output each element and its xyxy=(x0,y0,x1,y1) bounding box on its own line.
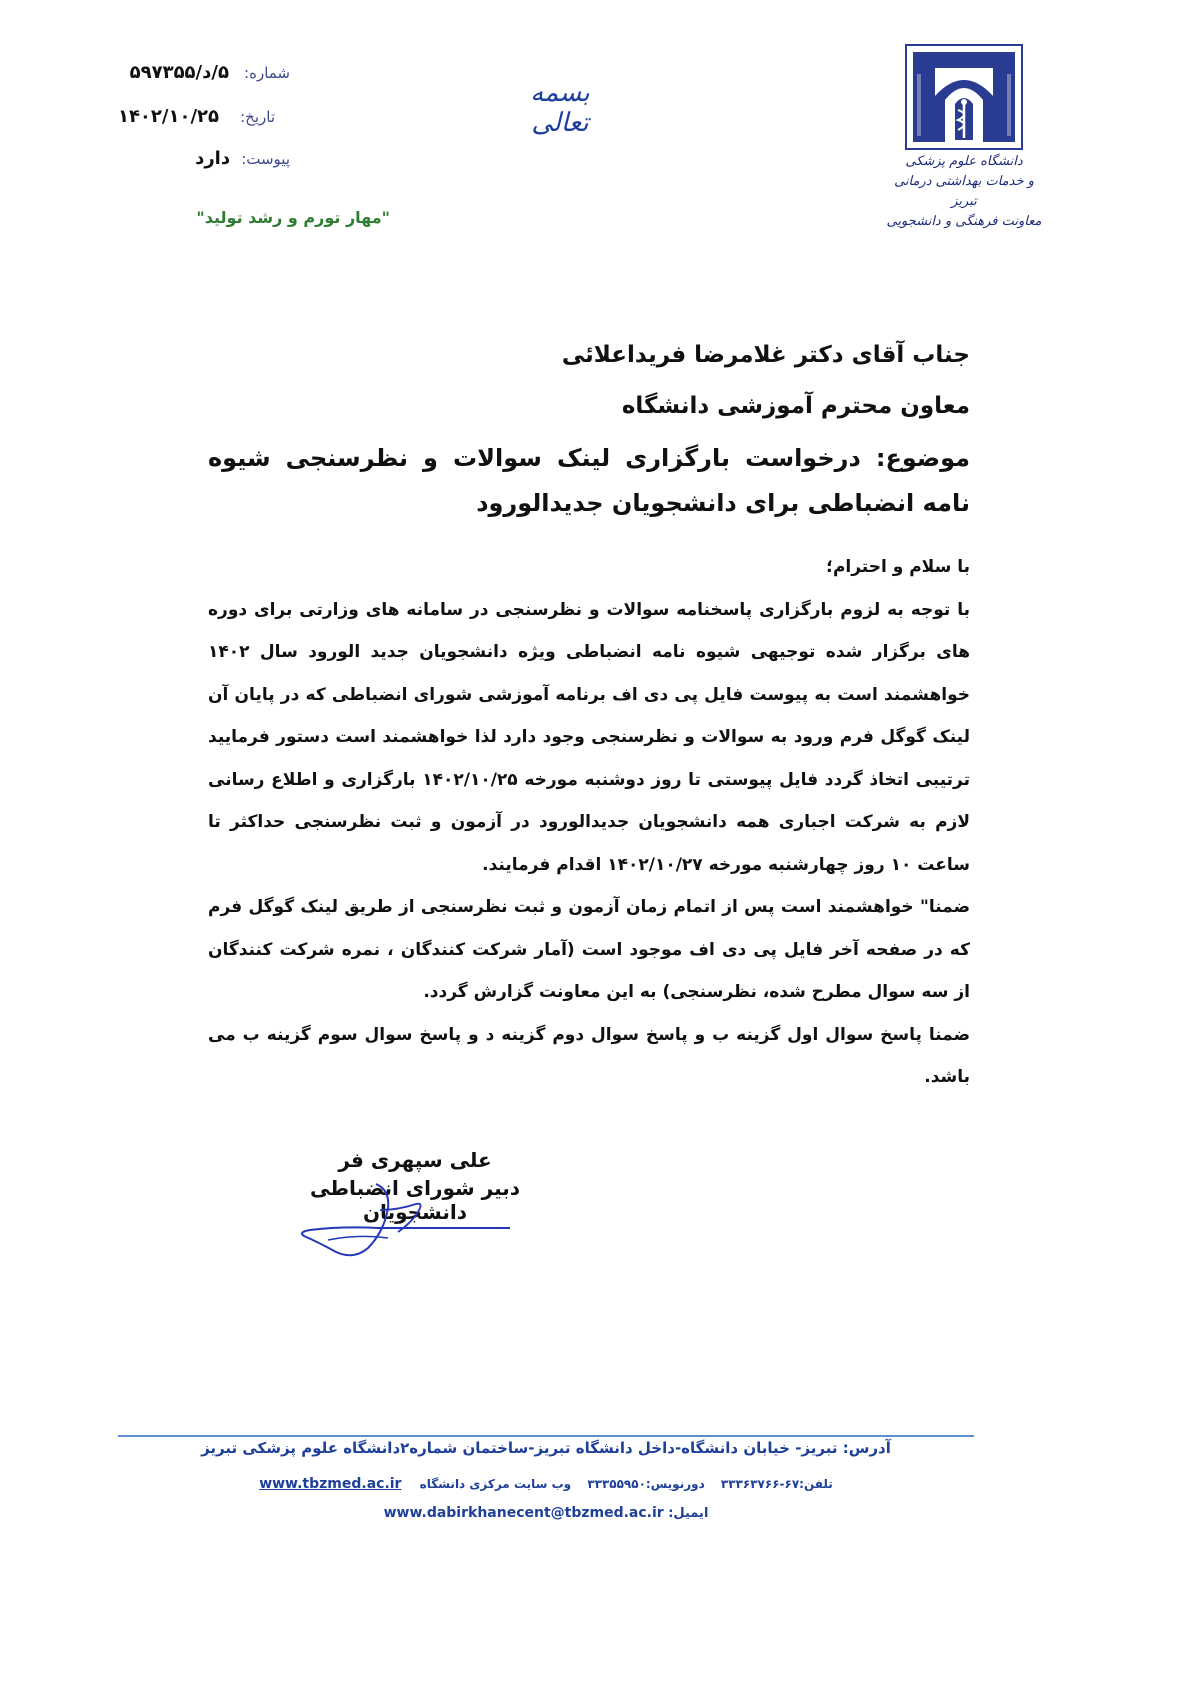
letter-attachment xyxy=(195,148,290,169)
letter-subject: موضوع: درخواست بارگزاری لینک سوالات و نظرسنجی شیوه نامه انضباطی برای دانشجویان جدیدالورود xyxy=(208,444,970,517)
attachment-label: پیوست: xyxy=(241,150,290,168)
number-label: شماره: xyxy=(244,64,290,82)
footer-contact xyxy=(118,1476,974,1492)
body-paragraph-2: ضمنا" خواهشمند است پس از اتمام زمان آزمون و ثبت نظرسنجی از طریق لینک گوگل فرم که در صفحه آخر فایل پی دی اف موجود است (آمار شرکت کنندگان ، نمره شرکت کنندگان از سه سوال مطرح شده، نظرسنجی) به این معاونت گزارش گردد. xyxy=(208,897,970,1002)
attachment-value: دارد xyxy=(195,148,231,169)
body-paragraph-3: ضمنا پاسخ سوال اول گزینه ب و پاسخ سوال دوم گزینه د و پاسخ سوال سوم گزینه ب می باشد. xyxy=(208,1024,970,1087)
website-label: وب سایت مرکزی دانشگاه xyxy=(419,1477,572,1491)
logo-caption-line: و خدمات بهداشتی درمانی تبریز xyxy=(894,174,1034,209)
recipient-name: جناب آقای دکتر غلامرضا فریداعلائی xyxy=(561,342,970,368)
bismillah: بسمه تعالی xyxy=(530,78,590,138)
phone-value: ۶۷-۳۳۳۶۳۷۶۶ xyxy=(720,1477,800,1491)
footer-address: آدرس: تبریز- خیابان دانشگاه-داخل دانشگاه تبریز-ساختمان شماره۲دانشگاه علوم پزشکی تبریز xyxy=(201,1439,891,1457)
university-emblem-icon xyxy=(905,44,1023,150)
fax-label: دورنویس: xyxy=(645,1477,705,1491)
footer-email xyxy=(118,1505,974,1521)
signatory-title: دبیر شورای انضباطی دانشجویان xyxy=(309,1176,521,1224)
letter-date xyxy=(118,106,275,127)
body-paragraph-1: با توجه به لزوم بارگزاری پاسخنامه سوالات و نظرسنجی در سامانه های وزارتی برای دوره های برگزار شده توجیهی شیوه نامه انضباطی ویژه دانشجویان جدید الورود سال ۱۴۰۲ خواهشمند است به پیوست فایل پی دی اف برنامه آموزشی شورای انضباطی که در پایان آن لینک گوگل فرم ورود به سوالات و نظرسنجی وجود دارد لذا خواهشمند است دستور فرمایید ترتیبی اتخاذ گردد فایل پیوستی تا روز دوشنبه مورخه ۱۴۰۲/۱۰/۲۵ بارگزاری و اطلاع رسانی لازم به شرکت اجباری همه دانشجویان جدیدالورود در آزمون و ثبت نظرسنجی حداکثر تا ساعت ۱۰ روز چهارشنبه مورخه ۱۴۰۲/۱۰/۲۷ اقدام فرمایند. xyxy=(208,599,971,875)
email-label: ایمیل: xyxy=(668,1506,709,1521)
slogan: "مهار تورم و رشد تولید" xyxy=(196,208,390,227)
footer-divider xyxy=(118,1435,974,1437)
signature-icon xyxy=(298,1180,518,1260)
phone-label: تلفن: xyxy=(799,1477,833,1491)
signatory-name: علی سپهری فر xyxy=(338,1148,492,1172)
date-value: ۱۴۰۲/۱۰/۲۵ xyxy=(117,106,219,127)
date-label: تاریخ: xyxy=(240,108,275,126)
logo-caption xyxy=(880,152,1048,232)
greeting: با سلام و احترام؛ xyxy=(826,557,970,577)
logo-caption-line: دانشگاه علوم پزشکی xyxy=(905,154,1023,169)
fax-value: ۳۳۳۵۵۹۵۰ xyxy=(587,1477,646,1491)
website-link[interactable]: www.tbzmed.ac.ir xyxy=(259,1476,402,1492)
letter-number xyxy=(130,62,290,83)
recipient-title: معاون محترم آموزشی دانشگاه xyxy=(621,393,970,419)
handwritten-signature xyxy=(298,1180,518,1260)
university-logo xyxy=(905,44,1023,150)
number-value: ۵/د/۵۹۷۳۵۵ xyxy=(129,62,229,83)
logo-caption-line: معاونت فرهنگی و دانشجویی xyxy=(886,214,1042,229)
email-value[interactable]: www.dabirkhanecent@tbzmed.ac.ir xyxy=(383,1505,664,1521)
letter-body xyxy=(208,546,970,1099)
